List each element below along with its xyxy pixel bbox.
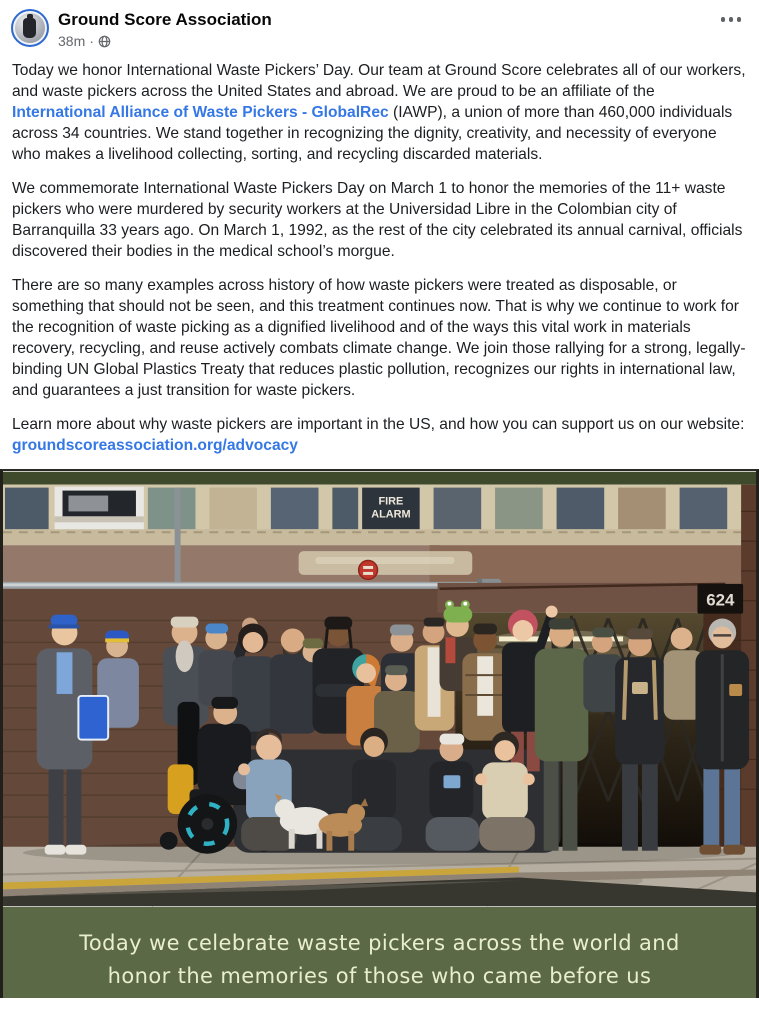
window-ac-unit [55, 487, 144, 531]
avatar[interactable] [11, 9, 49, 47]
post-meta [58, 32, 717, 50]
caption-line-1: Today we celebrate waste pickers across the world and [79, 931, 680, 955]
timestamp[interactable]: 38m [58, 33, 86, 49]
caption-line-2: honor the memories of those who came before us [107, 964, 652, 988]
iawp-link[interactable]: International Alliance of Waste Pickers - GlobalRec [12, 104, 389, 121]
growler-logo-icon [23, 18, 36, 38]
paragraph-4 [12, 414, 747, 456]
p4-text: Learn more about why waste pickers are important in the US, and how you can support us on our website: [12, 416, 745, 433]
advocacy-link[interactable]: groundscoreassociation.org/advocacy [12, 437, 298, 454]
post-menu-button[interactable] [717, 11, 746, 28]
window-row [3, 485, 756, 546]
globe-icon [98, 35, 111, 48]
post-photo[interactable] [0, 469, 759, 998]
ellipsis-dot [721, 17, 726, 22]
ellipsis-dot [729, 17, 734, 22]
svg-text:624: 624 [706, 590, 735, 610]
author-name[interactable]: Ground Score Association [58, 10, 272, 29]
photo-caption-banner [3, 907, 756, 998]
group-photo-illustration [3, 471, 756, 907]
address-sign [697, 584, 743, 614]
banner-top-strip [3, 472, 756, 485]
paragraph-2: We commemorate International Waste Pickers Day on March 1 to honor the memories of the 11+ waste pickers who were murdered by security workers at the Universidad Libre in the Colombian city of Barranquilla 33 years ago. On March 1, 1992, as the rest of the city celebrated its annual carnival, officials discovered their bodies in the medical school’s morgue. [12, 180, 743, 260]
paragraph-3: There are so many examples across history of how waste pickers were treated as disposable, or something that should not be seen, and this treatment continues now. That is why we continue to work for the recognition of waste picking as a dignified livelihood and of the ways this vital work in materials recovery, recycling, and reuse actively combats climate change. We join those rallying for a strong, legally-binding UN Global Plastics Treaty that reduces plastic pollution, recognizes our rights in international law, and guarantees a just transition for waste pickers. [12, 277, 746, 399]
svg-text:FIRE: FIRE [378, 495, 404, 508]
p1-text: Today we honor International Waste Pickers’ Day. Our team at Ground Score celebrates all of our workers, and waste pickers across the United States and abroad. We are proud to be an affiliate of the [12, 62, 746, 100]
svg-text:ALARM: ALARM [371, 508, 411, 521]
header-text [58, 9, 717, 50]
post-text [0, 54, 759, 456]
paragraph-1 [12, 60, 747, 165]
p1-text-after: (IAWP), a union of more than 460,000 individuals across 34 countries. We stand together in recognizing the dignity, creativity, and necessity of everyone who makes a livelihood collecting, sorting, and recycling discarded materials. [12, 104, 733, 163]
ellipsis-dot [737, 17, 742, 22]
post-header [0, 0, 759, 54]
red-alarm-bell [359, 561, 378, 580]
meta-separator: · [89, 33, 94, 49]
